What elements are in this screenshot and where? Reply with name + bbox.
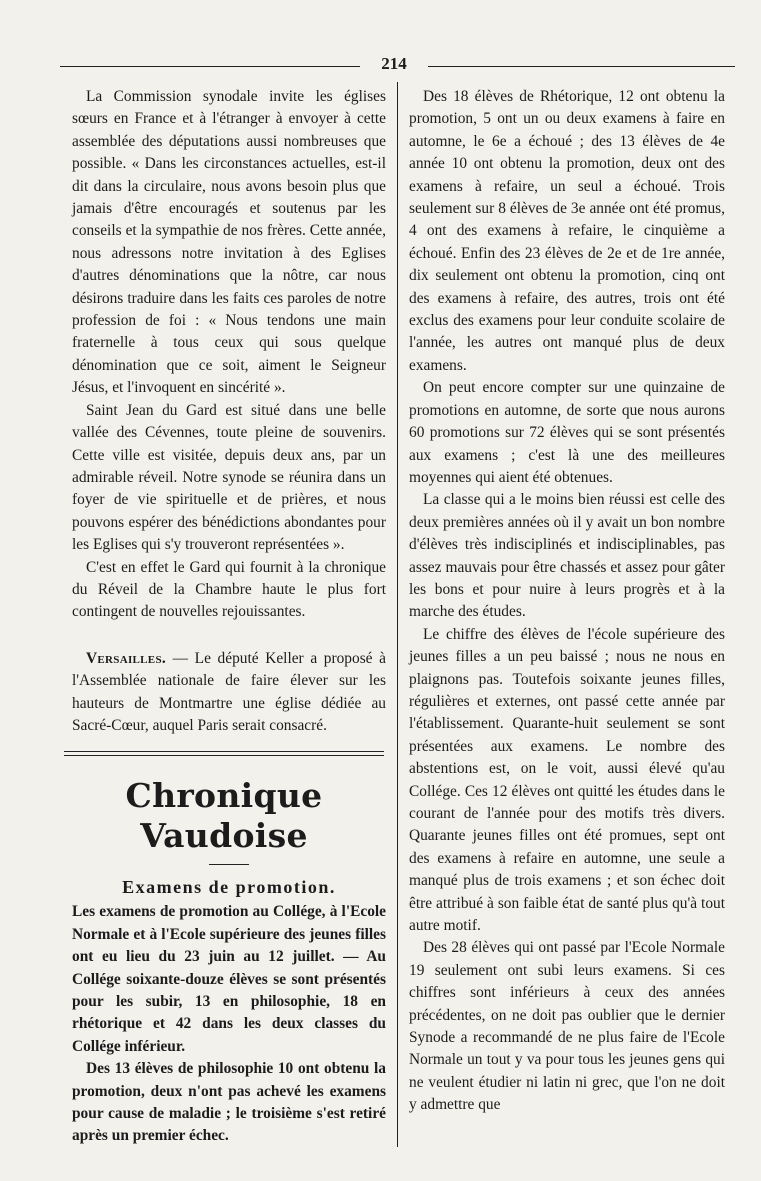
paragraph: On peut encore compter sur une quinzaine de promotions en automne, de sorte que nous aurons 60 promotions sur 72 élèves qui se sont présentés aux examens ; c'est là une des meilleures moyennes qui aient été obtenues. (409, 379, 725, 486)
paragraph: Les examens de promotion au Collége, à l'Ecole Normale et à l'Ecole supérieure des jeunes filles ont eu lieu du 23 juin au 12 juillet. — Au Collége soixante-douze élèves se sont présentés pour les subir, 13 en philosophie, 18 en rhétorique et 42 dans les deux classes du Collége inférieur. (72, 903, 386, 1055)
section-separator (64, 751, 384, 756)
section-title: Chronique Vaudoise (125, 776, 323, 856)
title-underline (209, 864, 249, 865)
right-column (409, 86, 725, 1117)
versailles-label: Versailles. (86, 649, 167, 667)
paragraph: La Commission synodale invite les églises sœurs en France et à l'étranger à envoyer à cette assemblée des députations aussi nombreuses que possible. « Dans les circonstances actuelles, est-il dit dans la circulaire, nous avons besoin plus que jamais d'être encouragés et soutenus par les conseils et la sympathie de nos frères. Cette année, nous adressons notre invitation à des Eglises d'autres dénominations que la nôtre, car nous désirons traduire dans les faits ces paroles de notre profession de foi : « Nous tendons une main fraternelle à tous ceux qui sous quelque dénomination que ce soit, aiment le Seigneur Jésus, et l'invoquent en sincérité ». (72, 88, 386, 397)
left-column (72, 86, 386, 1148)
header-rule-left (60, 66, 360, 67)
paragraph: Saint Jean du Gard est situé dans une belle vallée des Cévennes, toute pleine de souvenirs. Cette ville est visitée, depuis deux ans, par un admirable réveil. Notre synode se réunira dans un foyer de vie spirituelle et de prières, et nous pouvons espérer des bénédictions abondantes pour les Eglises qui s'y trouveront représentées ». (72, 401, 386, 554)
header-rule-right (428, 66, 735, 67)
subsection-title: Examens de promotion. (122, 877, 336, 898)
page-header (60, 54, 735, 76)
paragraph: Des 18 élèves de Rhétorique, 12 ont obtenu la promotion, 5 ont un ou deux examens à faire en automne, le 6e a échoué ; des 13 élèves de 4e année 10 ont obtenu la promotion, deux ont des examens à refaire, un seul a échoué. Trois seulement sur 8 élèves de 3e année ont été promus, 4 ont des examens à refaire, le cinquième a échoué. Enfin des 23 élèves de 2e et de 1re année, dix seulement ont obtenu la promotion, cinq ont des examens à refaire, des autres, trois ont été exclus des examens pour leur conduite scolaire de l'année, les autres ont manqué plus de deux examens. (409, 88, 725, 374)
versailles-paragraph (72, 648, 386, 738)
paragraph: C'est en effet le Gard qui fournit à la chronique du Réveil de la Chambre haute le plus fort contingent de nouvelles rejouissantes. (72, 558, 386, 621)
column-divider (397, 82, 398, 1147)
versailles-text: — Le député Keller a proposé à l'Assemblée nationale de faire élever sur les hauteurs de Montmartre une église dédiée au Sacré-Cœur, auquel Paris serait consacré. (72, 649, 386, 734)
paragraph: Des 13 élèves de philosophie 10 ont obtenu la promotion, deux n'ont pas achevé les examens pour cause de maladie ; le troisième s'est retiré après un premier échec. (72, 1060, 386, 1145)
page-number: 214 (381, 54, 407, 73)
paragraph: Des 28 élèves qui ont passé par l'Ecole Normale 19 seulement ont subi leurs examens. Si ces chiffres sont inférieurs à ceux des années précédentes, on ne doit pas oublier que le dernier Synode a recommandé de ne plus faire de l'Ecole Normale un tout y va pour tous les jeunes gens qui ne veulent étudier ni latin ni grec, que l'on ne doit y admettre que (409, 939, 725, 1114)
paragraph: Le chiffre des élèves de l'école supérieure des jeunes filles a un peu baissé ; nous ne nous en plaignons pas. Toutefois soixante jeunes filles, régulières et externes, ont passé cette année par l'établissement. Quarante-huit seulement se sont présentées aux examens. Le nombre des abstentions est, on le voit, aussi élevé qu'au Collége. Ces 12 élèves ont quitté les études dans le courant de l'année pour des motifs très divers. Quarante jeunes filles ont été promues, sept ont des examens à refaire en automne, une seule a manqué plus de trois examens ; et son échec doit être attribué à son faible état de santé plus qu'à tout autre motif. (409, 625, 725, 935)
paragraph: La classe qui a le moins bien réussi est celle des deux premières années où il y avait un bon nombre d'élèves très indisciplinés et indisciplinables, pas assez mauvais pour être chassés et assez pour gâter les bons et pour nuire à leurs progrès et à la marche des études. (409, 491, 725, 621)
